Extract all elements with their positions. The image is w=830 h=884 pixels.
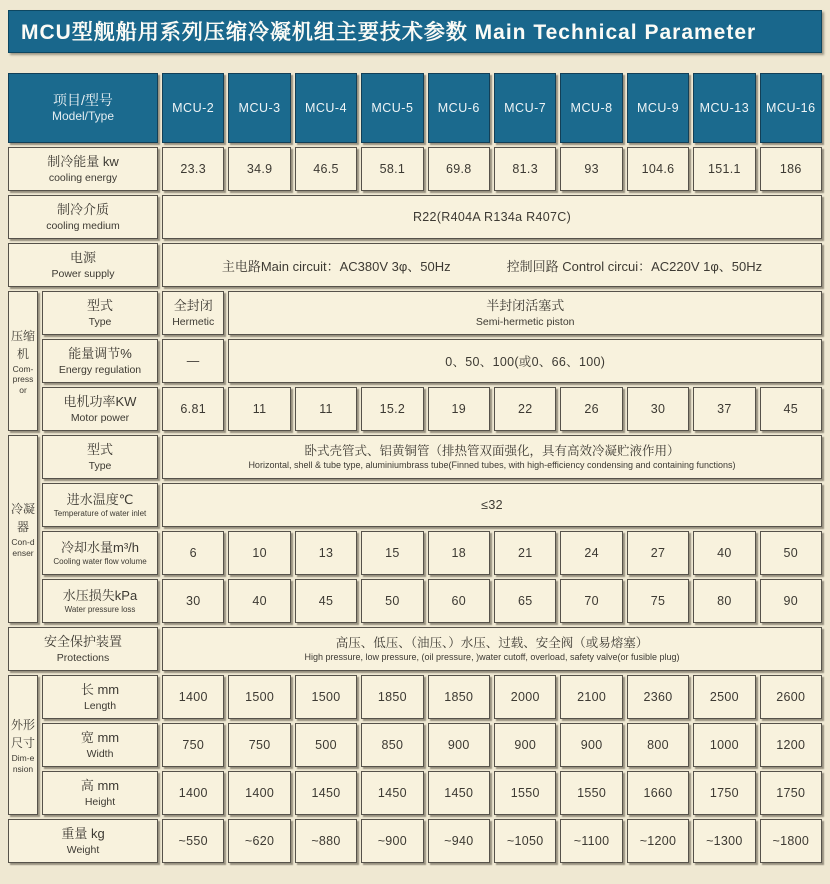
value-cell: 151.1 <box>693 147 755 191</box>
value-cell: 93 <box>560 147 622 191</box>
model-header: MCU-8 <box>560 73 622 143</box>
main-circuit-text: 主电路Main circuit：AC380V 3φ、50Hz <box>221 258 451 274</box>
row-label-compressor-type: 型式 Type <box>42 291 158 335</box>
value-cell: ~1100 <box>560 819 622 863</box>
row-label-water-inlet-temp: 进水温度℃ Temperature of water inlet <box>42 483 158 527</box>
value-cell: 1660 <box>627 771 689 815</box>
model-header: MCU-9 <box>627 73 689 143</box>
value-cell: 65 <box>494 579 556 623</box>
value-cell: 30 <box>627 387 689 431</box>
model-header: MCU-16 <box>760 73 822 143</box>
row-label-condenser-type: 型式 Type <box>42 435 158 479</box>
value-cell: 2100 <box>560 675 622 719</box>
value-cell: 1400 <box>162 771 224 815</box>
row-label-length: 长 mm Length <box>42 675 158 719</box>
value-cell: 1500 <box>228 675 290 719</box>
spec-table <box>8 73 822 863</box>
row-label-power-supply: 电源 Power supply <box>8 243 158 287</box>
row-label-cooling-energy: 制冷能量 kw cooling energy <box>8 147 158 191</box>
value-cell: 45 <box>760 387 822 431</box>
value-cell: ~1300 <box>693 819 755 863</box>
model-header: MCU-4 <box>295 73 357 143</box>
section-label-dimension: 外形尺寸 Dim-ension <box>8 675 38 815</box>
value-cell: 80 <box>693 579 755 623</box>
row-label-energy-regulation: 能量调节% Energy regulation <box>42 339 158 383</box>
value-cell: 1450 <box>428 771 490 815</box>
value-cell: 850 <box>361 723 423 767</box>
value-cell: 58.1 <box>361 147 423 191</box>
value-cell: 1750 <box>693 771 755 815</box>
page-title: MCU型舰船用系列压缩冷凝机组主要技术参数 Main Technical Parameter <box>8 10 822 53</box>
value-cell: 186 <box>760 147 822 191</box>
row-label-protections: 安全保护装置 Protections <box>8 627 158 671</box>
row-label-width: 宽 mm Width <box>42 723 158 767</box>
value-cell: ~1800 <box>760 819 822 863</box>
value-cell: 2600 <box>760 675 822 719</box>
section-label-compressor: 压缩机 Com-pressor <box>8 291 38 431</box>
row-label-cooling-medium: 制冷介质 cooling medium <box>8 195 158 239</box>
row-label-height: 高 mm Height <box>42 771 158 815</box>
value-cell: 27 <box>627 531 689 575</box>
model-header: MCU-13 <box>693 73 755 143</box>
value-cell: 500 <box>295 723 357 767</box>
value-cell: 750 <box>162 723 224 767</box>
value-cell: 800 <box>627 723 689 767</box>
row-label-water-pressure-loss: 水压损失kPa Water pressure loss <box>42 579 158 623</box>
value-cell: 69.8 <box>428 147 490 191</box>
value-cell: 750 <box>228 723 290 767</box>
value-cell: 75 <box>627 579 689 623</box>
value-cell: ~900 <box>361 819 423 863</box>
value-cell: 19 <box>428 387 490 431</box>
value-cell: 1850 <box>428 675 490 719</box>
value-cell: 11 <box>228 387 290 431</box>
energy-regulation-value: 0、50、100(或0、66、100) <box>228 339 822 383</box>
value-cell: 900 <box>428 723 490 767</box>
value-cell: 37 <box>693 387 755 431</box>
value-cell: 1400 <box>228 771 290 815</box>
value-cell: 60 <box>428 579 490 623</box>
value-cell: 10 <box>228 531 290 575</box>
value-cell: 1500 <box>295 675 357 719</box>
value-cell: 18 <box>428 531 490 575</box>
value-cell: 15 <box>361 531 423 575</box>
value-cell: 81.3 <box>494 147 556 191</box>
section-label-condenser: 冷凝器 Con-denser <box>8 435 38 623</box>
model-header: MCU-3 <box>228 73 290 143</box>
value-cell: 24 <box>560 531 622 575</box>
compressor-hermetic-cell: 全封闭 Hermetic <box>162 291 224 335</box>
value-cell: 90 <box>760 579 822 623</box>
value-cell: 13 <box>295 531 357 575</box>
row-label-weight: 重量 kg Weight <box>8 819 158 863</box>
value-cell: ~940 <box>428 819 490 863</box>
model-header: MCU-2 <box>162 73 224 143</box>
value-cell: 1550 <box>494 771 556 815</box>
model-header: MCU-6 <box>428 73 490 143</box>
value-cell: 2500 <box>693 675 755 719</box>
value-cell: 50 <box>361 579 423 623</box>
model-header: MCU-5 <box>361 73 423 143</box>
corner-header-zh: 项目/型号 <box>53 91 113 108</box>
protections-value: 高压、低压、（油压、）水压、过载、安全阀（或易熔塞） High pressure, low pressure, (oil pressure, )water cutoff, overload, safety valve(or fusible plug) <box>162 627 822 671</box>
value-cell: 22 <box>494 387 556 431</box>
value-cell: 1850 <box>361 675 423 719</box>
value-cell: 1200 <box>760 723 822 767</box>
condenser-type-value: 卧式壳管式、铝黄铜管（排热管双面强化，具有高效冷凝贮液作用） Horizontal, shell & tube type, aluminiumbrass tube(Finned tubes, with high-efficiency condensing and containing functions) <box>162 435 822 479</box>
value-cell: 104.6 <box>627 147 689 191</box>
value-cell: 6 <box>162 531 224 575</box>
value-cell: 21 <box>494 531 556 575</box>
value-cell: 1550 <box>560 771 622 815</box>
value-cell: 1750 <box>760 771 822 815</box>
value-cell: 50 <box>760 531 822 575</box>
value-cell: 23.3 <box>162 147 224 191</box>
value-cell: 900 <box>494 723 556 767</box>
value-cell: 2000 <box>494 675 556 719</box>
value-cell: 45 <box>295 579 357 623</box>
value-cell: 1400 <box>162 675 224 719</box>
model-header: MCU-7 <box>494 73 556 143</box>
value-cell: 40 <box>693 531 755 575</box>
corner-header <box>8 73 158 143</box>
value-cell: 2360 <box>627 675 689 719</box>
value-cell: 40 <box>228 579 290 623</box>
row-label-motor-power: 电机功率KW Motor power <box>42 387 158 431</box>
value-cell: 70 <box>560 579 622 623</box>
value-cell: 6.81 <box>162 387 224 431</box>
value-cell: ~880 <box>295 819 357 863</box>
water-inlet-temp-value: ≤32 <box>162 483 822 527</box>
value-cell: 900 <box>560 723 622 767</box>
control-circuit-text: 控制回路 Control circui：AC220V 1φ、50Hz <box>506 258 763 274</box>
value-cell: 46.5 <box>295 147 357 191</box>
energy-regulation-dash-cell: — <box>162 339 224 383</box>
corner-header-en: Model/Type <box>51 109 115 124</box>
row-label-cooling-water-flow: 冷却水量m³/h Cooling water flow volume <box>42 531 158 575</box>
value-cell: 15.2 <box>361 387 423 431</box>
value-cell: 34.9 <box>228 147 290 191</box>
value-cell: ~1200 <box>627 819 689 863</box>
value-cell: ~620 <box>228 819 290 863</box>
value-cell: 1450 <box>361 771 423 815</box>
value-cell: ~550 <box>162 819 224 863</box>
value-cell: 1000 <box>693 723 755 767</box>
value-cell: 11 <box>295 387 357 431</box>
value-cell: ~1050 <box>494 819 556 863</box>
value-cell: 1450 <box>295 771 357 815</box>
value-cell: 26 <box>560 387 622 431</box>
power-supply-value <box>162 243 822 287</box>
value-cell: 30 <box>162 579 224 623</box>
cooling-medium-value: R22(R404A R134a R407C) <box>162 195 822 239</box>
compressor-semi-hermetic-cell: 半封闭活塞式 Semi-hermetic piston <box>228 291 822 335</box>
